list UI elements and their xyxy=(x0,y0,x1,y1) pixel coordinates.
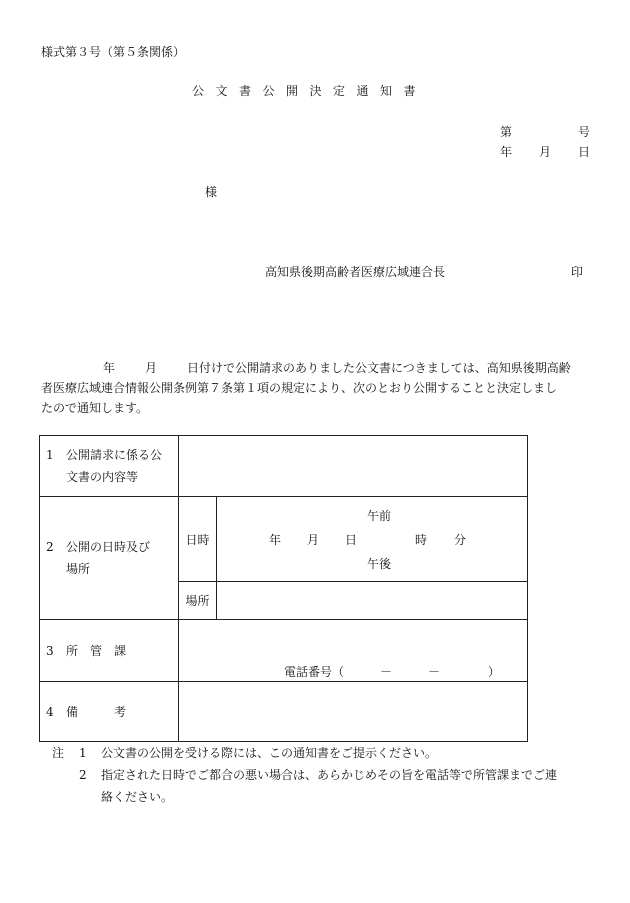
department-content xyxy=(179,620,527,681)
note-2-continued xyxy=(52,786,592,808)
phone-number-line: 電話番号（ － － ） xyxy=(284,665,501,679)
issue-date-line xyxy=(500,143,590,160)
label-line: 備 考 xyxy=(66,704,127,719)
note-prefix: 注 xyxy=(52,746,65,760)
body-line-1-text: 日付けで公開請求のありました公文書につきましては、高知県後期高齢 xyxy=(187,361,571,375)
label-line: 公開請求に係る公 xyxy=(66,448,163,462)
department-field[interactable] xyxy=(179,620,528,682)
place-field[interactable] xyxy=(217,582,528,620)
seal-mark: 印 xyxy=(571,265,584,279)
note-text: 指定された日時でご都合の悪い場合は、あらかじめその旨を電話等で所管課までご連 xyxy=(101,768,558,782)
label-content xyxy=(40,436,179,497)
document-number-line xyxy=(500,123,590,140)
body-line-1 xyxy=(41,358,591,378)
body-month: 月 xyxy=(145,361,158,375)
note-text: 絡ください。 xyxy=(101,790,174,804)
body-line-2: 者医療広域連合情報公開条例第７条第１項の規定により、次のとおり公開することと決定しまし xyxy=(41,381,558,395)
row-number: 3 xyxy=(46,643,54,658)
addressee-suffix: 様 xyxy=(205,185,218,199)
row-number: 1 xyxy=(46,448,54,462)
table-row-content xyxy=(40,436,528,497)
datetime-content xyxy=(217,497,527,581)
table-row-remarks xyxy=(40,682,528,742)
label-line: 場所 xyxy=(66,562,91,576)
date-day: 日 xyxy=(577,145,590,159)
note-text: 公文書の公開を受ける際には、この通知書をご提示ください。 xyxy=(101,746,438,760)
dt-day: 日 xyxy=(345,533,358,547)
dt-hour: 時 xyxy=(415,533,428,547)
label-line: 文書の内容等 xyxy=(66,470,139,484)
label-line: 所 管 課 xyxy=(66,643,127,658)
note-number: 2 xyxy=(79,768,87,782)
label-department xyxy=(40,620,179,682)
dt-minute: 分 xyxy=(454,533,467,547)
issuer-name: 高知県後期高齢者医療広域連合長 xyxy=(265,265,446,279)
note-number: 1 xyxy=(79,746,87,760)
remarks-field[interactable] xyxy=(179,682,528,742)
number-suffix: 号 xyxy=(577,125,590,139)
body-year: 年 xyxy=(103,361,116,375)
body-line-3: たので通知します。 xyxy=(41,401,149,415)
document-title: 公文書公開決定通知書 xyxy=(192,84,428,98)
datetime-label: 日時 xyxy=(179,497,217,582)
date-month: 月 xyxy=(538,145,551,159)
pm-label: 午後 xyxy=(367,557,392,571)
note-1 xyxy=(52,742,592,764)
dt-month: 月 xyxy=(307,533,320,547)
note-2 xyxy=(52,764,592,786)
number-prefix: 第 xyxy=(500,125,513,139)
decision-table xyxy=(39,435,528,742)
label-datetime-place xyxy=(40,497,179,620)
datetime-field[interactable] xyxy=(217,497,528,582)
table-row-datetime xyxy=(40,497,528,582)
label-remarks xyxy=(40,682,179,742)
label-line: 公開の日時及び xyxy=(66,540,151,554)
am-label: 午前 xyxy=(367,509,392,523)
row-number: 2 xyxy=(46,540,54,554)
content-field[interactable] xyxy=(179,436,528,497)
notes xyxy=(52,742,592,808)
dt-year: 年 xyxy=(269,533,282,547)
form-number: 様式第３号（第５条関係） xyxy=(41,45,186,59)
row-number: 4 xyxy=(46,704,54,719)
place-label: 場所 xyxy=(179,582,217,620)
table-row-department xyxy=(40,620,528,682)
date-year: 年 xyxy=(500,145,513,159)
body-paragraph xyxy=(41,358,591,418)
